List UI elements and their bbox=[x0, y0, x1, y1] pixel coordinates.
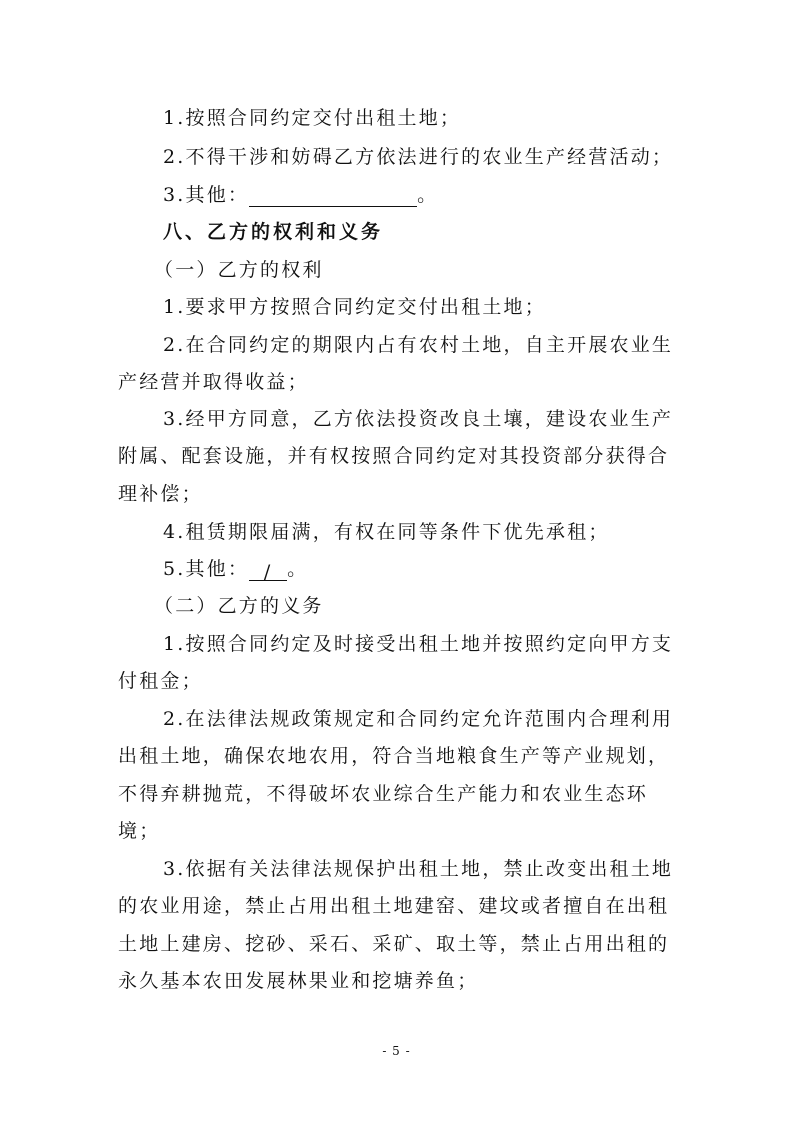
clause-line: 1.按照合同约定及时接受出租土地并按照约定向甲方支 bbox=[163, 633, 674, 655]
clause-line-continued: 的农业用途，禁止占用出租土地建窑、建坟或者擅自在出租 bbox=[118, 895, 670, 917]
clause-line: 1.要求甲方按照合同约定交付出租土地； bbox=[163, 296, 546, 318]
clause-line: 2.在合同约定的期限内占有农村土地，自主开展农业生 bbox=[163, 334, 674, 356]
clause-line: 4.租赁期限届满，有权在同等条件下优先承租； bbox=[163, 521, 610, 543]
clause-line-continued: 附属、配套设施，并有权按照合同约定对其投资部分获得合 bbox=[118, 445, 670, 467]
clause-line-continued: 付租金； bbox=[118, 670, 203, 692]
clause-line: 3.依据有关法律法规保护出租土地，禁止改变出租土地 bbox=[163, 858, 674, 880]
clause-label: 5.其他： bbox=[163, 558, 250, 580]
clause-line-continued: 不得弃耕抛荒，不得破坏农业综合生产能力和农业生态环 bbox=[118, 783, 649, 805]
filled-blank: / bbox=[249, 560, 287, 581]
clause-suffix: 。 bbox=[417, 184, 439, 206]
clause-line-other bbox=[163, 183, 438, 207]
clause-line-continued: 理补偿； bbox=[118, 483, 203, 505]
blank-fill-line bbox=[249, 186, 417, 207]
clause-line-continued: 出租土地，确保农地农用，符合当地粮食生产等产业规划， bbox=[118, 745, 670, 767]
clause-line: 1.按照合同约定交付出租土地； bbox=[163, 107, 462, 129]
page-number: - 5 - bbox=[382, 1044, 411, 1058]
clause-line-continued: 土地上建房、挖砂、采石、采矿、取土等，禁止占用出租的 bbox=[118, 933, 670, 955]
clause-line-continued: 境； bbox=[118, 820, 161, 842]
clause-line-other bbox=[163, 557, 308, 581]
subsection-heading: （二）乙方的义务 bbox=[154, 595, 324, 617]
clause-line-continued: 永久基本农田发展林果业和挖塘养鱼； bbox=[118, 970, 479, 992]
clause-line: 2.在法律法规政策规定和合同约定允许范围内合理利用 bbox=[163, 708, 674, 730]
clause-label: 3.其他： bbox=[163, 184, 250, 206]
clause-line-continued: 产经营并取得收益； bbox=[118, 371, 309, 393]
clause-line: 2.不得干涉和妨碍乙方依法进行的农业生产经营活动； bbox=[163, 146, 674, 168]
clause-suffix: 。 bbox=[287, 558, 309, 580]
subsection-heading: （一）乙方的权利 bbox=[154, 259, 324, 281]
section-heading: 八、乙方的权利和义务 bbox=[163, 221, 384, 243]
clause-line: 3.经甲方同意，乙方依法投资改良土壤，建设农业生产 bbox=[163, 408, 674, 430]
